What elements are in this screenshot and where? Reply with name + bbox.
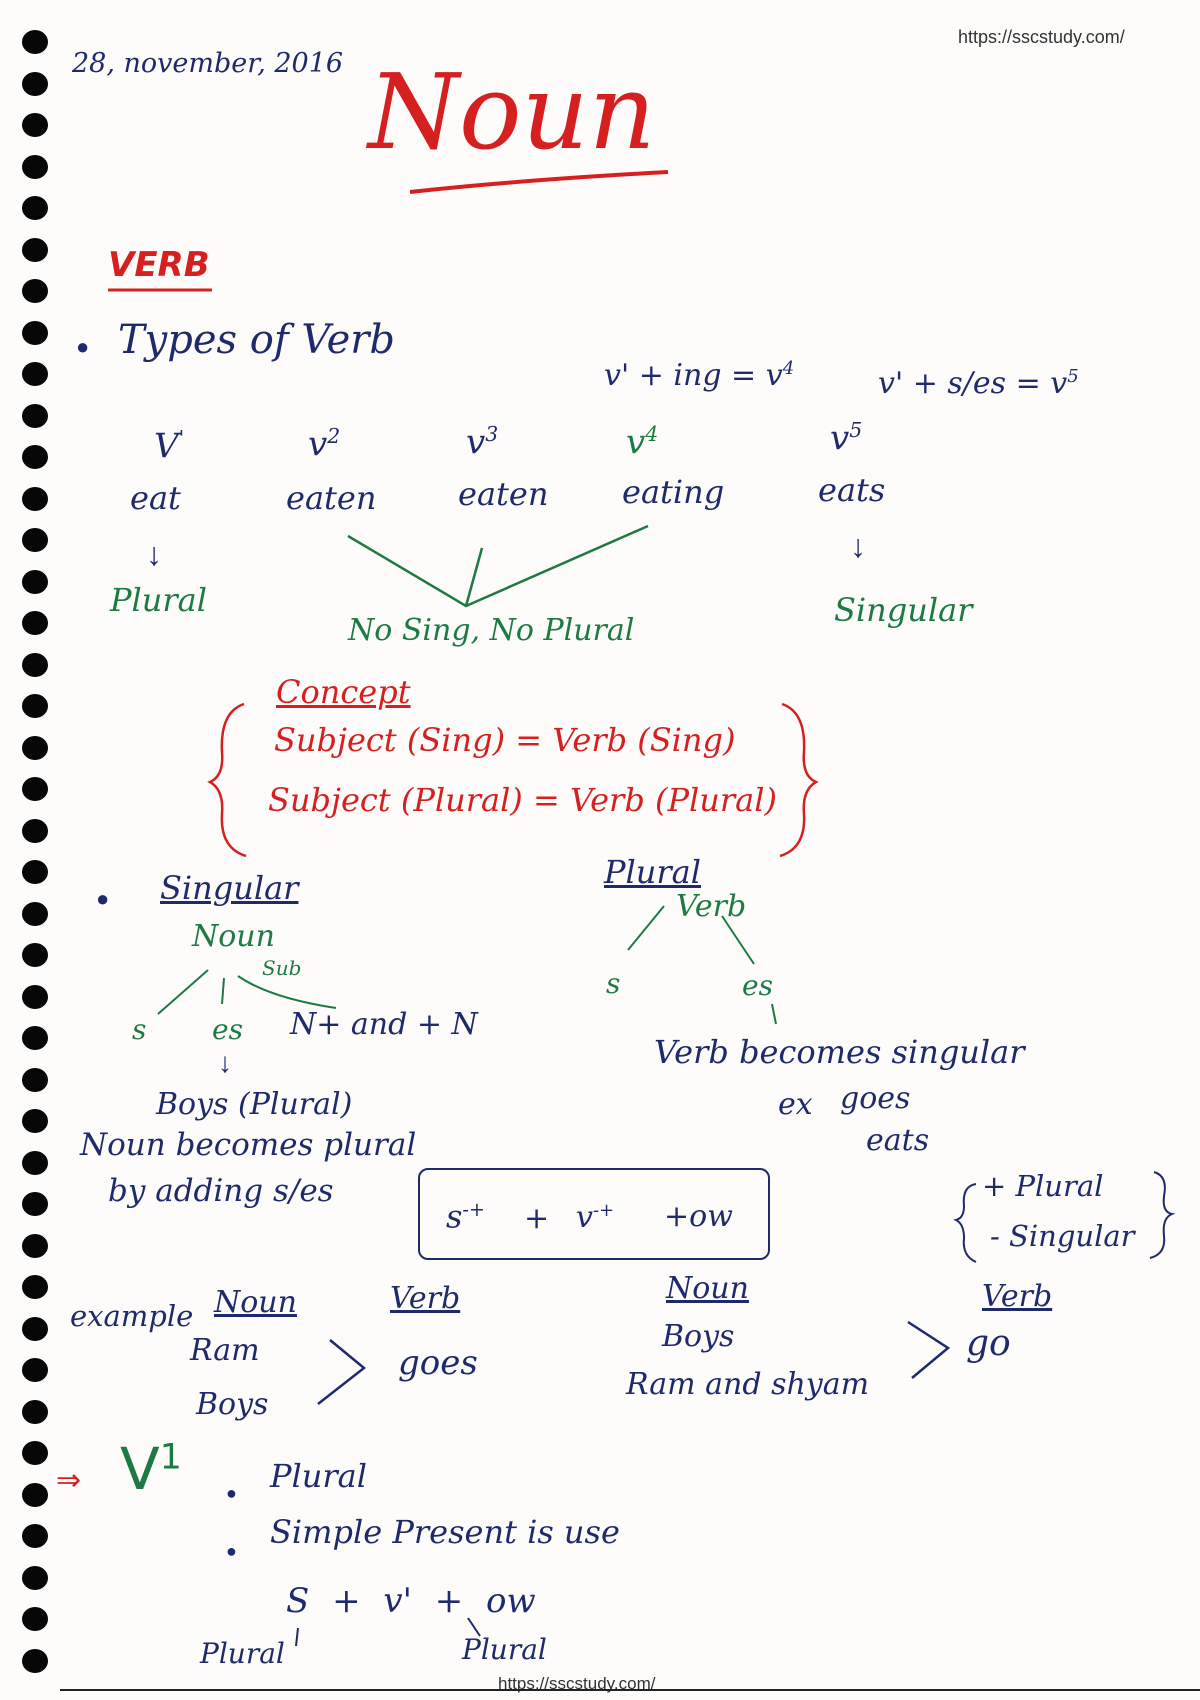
table1-noun-header: Noun	[214, 1285, 297, 1320]
down-arrow-icon: ↓	[146, 536, 162, 572]
example-label: example	[70, 1299, 194, 1333]
v1-formula: S + v' + ow	[286, 1581, 536, 1621]
types-of-verb-label: Types of Verb	[118, 317, 396, 363]
bullet-dot: ●	[96, 886, 110, 911]
verb-form-label: $v^4$	[626, 422, 659, 463]
plural-label: Plural	[110, 581, 207, 619]
formula-box-ow: +ow	[664, 1199, 733, 1234]
noun-plural-note: Noun becomes plural	[80, 1127, 417, 1163]
verb-form-word: eats	[818, 471, 886, 509]
formula-box-v: v-+	[576, 1200, 615, 1235]
v1-formula-under-s: Plural	[200, 1637, 285, 1670]
sign-legend-minus: - Singular	[990, 1219, 1135, 1253]
watermark-bottom[interactable]: https://sscstudy.com/	[498, 1674, 656, 1693]
singular-label: Singular	[834, 591, 973, 629]
watermark-top[interactable]: https://sscstudy.com/	[958, 27, 1125, 47]
verb-form-label: V'	[154, 426, 185, 467]
verb-form-word: eaten	[286, 479, 377, 517]
table2-verb-header: Verb	[982, 1279, 1053, 1314]
verb-singular-note: Verb becomes singular	[654, 1033, 1025, 1071]
title-underline	[410, 172, 668, 192]
sign-legend-plus: + Plural	[982, 1169, 1104, 1203]
singular-noun-branches	[158, 970, 336, 1014]
v1-point: Simple Present is use	[270, 1513, 620, 1551]
concept-left-brace	[210, 704, 246, 856]
verb-form-word: eating	[622, 473, 725, 511]
no-sing-no-plural-label: No Sing, No Plural	[348, 613, 635, 648]
bullet-dot: ●	[226, 1541, 237, 1561]
concept-right-brace	[780, 704, 816, 856]
verb-form-word: eat	[130, 479, 181, 517]
v1-point: Plural	[270, 1457, 367, 1495]
branch-n-and-n: N+ and + N	[290, 1007, 478, 1042]
concept-line-2: Subject (Plural) = Verb (Plural)	[268, 781, 777, 819]
concept-title: Concept	[276, 673, 411, 711]
date-text: 28, november, 2016	[72, 48, 344, 79]
verb-form-label: $v^2$	[308, 424, 341, 465]
concept-line-1: Subject (Sing) = Verb (Sing)	[274, 721, 736, 759]
example-eats: eats	[866, 1123, 930, 1158]
ex-label: ex	[778, 1087, 813, 1122]
formula-box-plus: +	[524, 1201, 550, 1236]
eaten-eating-join-lines	[348, 526, 648, 606]
down-arrow-icon: ↓	[850, 528, 866, 564]
v1-formula-under-v: Plural	[462, 1633, 547, 1666]
verb-form-label: $v^3$	[466, 422, 499, 463]
table2-noun: Ram and shyam	[626, 1367, 870, 1402]
implies-arrow-icon: ⇒	[56, 1464, 82, 1497]
bullet-dot: ●	[76, 334, 90, 359]
table2-noun-header: Noun	[666, 1271, 749, 1306]
singular-noun-label: Noun	[192, 919, 275, 954]
branch-s: s	[132, 1013, 147, 1046]
table1-verb-header: Verb	[390, 1281, 461, 1316]
plural-heading: Plural	[604, 853, 701, 891]
page-title: Noun	[368, 51, 656, 173]
table2-verb: go	[966, 1323, 1011, 1364]
sign-legend-right-brace	[1150, 1172, 1172, 1258]
formula-ing: v' + ing = $v^4$	[604, 358, 795, 393]
table1-noun: Ram	[190, 1333, 260, 1368]
noun-plural-note: by adding s/es	[108, 1173, 334, 1209]
table1-verb: goes	[398, 1343, 478, 1383]
formula-box-s: s-+	[446, 1197, 485, 1236]
plural-verb-label: Verb	[676, 889, 747, 924]
table2-noun: Boys	[662, 1319, 735, 1354]
down-arrow-icon: ↓	[218, 1048, 232, 1079]
singular-sub-label: Sub	[262, 956, 302, 980]
table1-noun: Boys	[196, 1387, 269, 1422]
verb-heading: VERB	[108, 245, 210, 285]
table1-brace	[318, 1340, 364, 1404]
boys-plural-example: Boys (Plural)	[156, 1087, 353, 1122]
sign-legend-left-brace	[956, 1184, 976, 1262]
plural-verb-branches	[628, 906, 776, 1024]
plural-branch-es: es	[742, 969, 773, 1002]
table2-brace	[908, 1322, 948, 1378]
verb-form-label: $v^5$	[830, 418, 863, 459]
v1-formula-ticks	[296, 1618, 480, 1646]
formula-ses: $v' + s/es = v^5$	[878, 366, 1079, 401]
example-goes: goes	[840, 1081, 911, 1116]
branch-es: es	[212, 1013, 243, 1046]
verb-form-word: eaten	[458, 475, 549, 513]
plural-branch-s: s	[606, 967, 621, 1000]
bullet-dot: ●	[226, 1483, 237, 1503]
singular-heading: Singular	[160, 869, 299, 907]
v1-heading: $V^1$	[120, 1435, 182, 1503]
